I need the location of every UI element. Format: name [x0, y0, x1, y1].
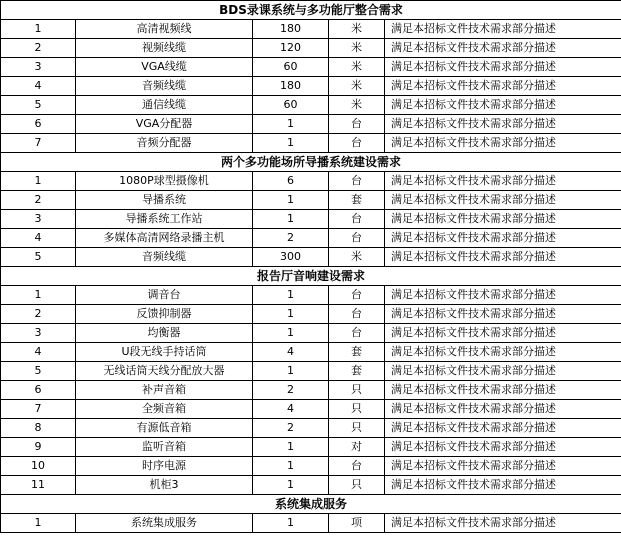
item-name-cell: 音频分配器: [76, 134, 253, 153]
item-number-cell: 3: [1, 210, 76, 229]
item-number-cell: 5: [1, 362, 76, 381]
item-unit-cell: 只: [329, 400, 385, 419]
item-unit-cell: 只: [329, 381, 385, 400]
table-row: [1, 39, 621, 58]
item-quantity-cell: 60: [253, 96, 329, 115]
item-description-cell: 满足本招标文件技术需求部分描述: [385, 343, 621, 362]
table-row: [1, 248, 621, 267]
table-row: [1, 514, 621, 533]
item-unit-cell: 对: [329, 438, 385, 457]
item-description-cell: 满足本招标文件技术需求部分描述: [385, 286, 621, 305]
item-description-cell: 满足本招标文件技术需求部分描述: [385, 39, 621, 58]
item-description-cell: 满足本招标文件技术需求部分描述: [385, 457, 621, 476]
table-row: [1, 96, 621, 115]
item-number-cell: 5: [1, 248, 76, 267]
item-unit-cell: 只: [329, 476, 385, 495]
item-name-cell: 时序电源: [76, 457, 253, 476]
section-header-row: [1, 495, 621, 514]
item-description-cell: 满足本招标文件技术需求部分描述: [385, 514, 621, 533]
item-number-cell: 1: [1, 514, 76, 533]
item-description-cell: 满足本招标文件技术需求部分描述: [385, 419, 621, 438]
item-unit-cell: 套: [329, 191, 385, 210]
item-name-cell: 机柜3: [76, 476, 253, 495]
item-unit-cell: 台: [329, 134, 385, 153]
item-number-cell: 9: [1, 438, 76, 457]
item-description-cell: 满足本招标文件技术需求部分描述: [385, 305, 621, 324]
item-unit-cell: 套: [329, 362, 385, 381]
item-description-cell: 满足本招标文件技术需求部分描述: [385, 324, 621, 343]
item-quantity-cell: 1: [253, 457, 329, 476]
item-name-cell: 音频线缆: [76, 248, 253, 267]
item-number-cell: 1: [1, 286, 76, 305]
item-quantity-cell: 4: [253, 400, 329, 419]
item-number-cell: 10: [1, 457, 76, 476]
item-number-cell: 4: [1, 343, 76, 362]
item-name-cell: 高清视频线: [76, 20, 253, 39]
item-number-cell: 5: [1, 96, 76, 115]
item-description-cell: 满足本招标文件技术需求部分描述: [385, 248, 621, 267]
item-name-cell: 通信线缆: [76, 96, 253, 115]
section-title: BDS录课系统与多功能厅整合需求: [1, 1, 621, 20]
item-quantity-cell: 1: [253, 115, 329, 134]
table-row: [1, 229, 621, 248]
item-quantity-cell: 1: [253, 191, 329, 210]
item-description-cell: 满足本招标文件技术需求部分描述: [385, 96, 621, 115]
item-quantity-cell: 1: [253, 438, 329, 457]
item-unit-cell: 只: [329, 419, 385, 438]
item-number-cell: 3: [1, 324, 76, 343]
item-unit-cell: 米: [329, 248, 385, 267]
table-row: [1, 324, 621, 343]
table-row: [1, 191, 621, 210]
item-quantity-cell: 120: [253, 39, 329, 58]
section-header-row: [1, 1, 621, 20]
item-number-cell: 3: [1, 58, 76, 77]
item-quantity-cell: 1: [253, 362, 329, 381]
item-unit-cell: 米: [329, 39, 385, 58]
item-quantity-cell: 1: [253, 210, 329, 229]
item-name-cell: 均衡器: [76, 324, 253, 343]
item-number-cell: 11: [1, 476, 76, 495]
item-unit-cell: 套: [329, 343, 385, 362]
item-number-cell: 7: [1, 400, 76, 419]
table-row: [1, 134, 621, 153]
section-title: 两个多功能场所导播系统建设需求: [1, 153, 621, 172]
item-name-cell: 导播系统工作站: [76, 210, 253, 229]
item-number-cell: 8: [1, 419, 76, 438]
item-unit-cell: 米: [329, 20, 385, 39]
item-number-cell: 1: [1, 20, 76, 39]
item-unit-cell: 台: [329, 172, 385, 191]
requirements-table-body: [1, 1, 621, 533]
item-number-cell: 2: [1, 305, 76, 324]
item-description-cell: 满足本招标文件技术需求部分描述: [385, 191, 621, 210]
item-number-cell: 4: [1, 77, 76, 96]
item-quantity-cell: 1: [253, 476, 329, 495]
table-row: [1, 400, 621, 419]
item-unit-cell: 台: [329, 286, 385, 305]
item-name-cell: 反馈抑制器: [76, 305, 253, 324]
table-row: [1, 20, 621, 39]
item-quantity-cell: 1: [253, 514, 329, 533]
item-unit-cell: 台: [329, 210, 385, 229]
item-quantity-cell: 1: [253, 134, 329, 153]
item-description-cell: 满足本招标文件技术需求部分描述: [385, 438, 621, 457]
item-quantity-cell: 1: [253, 324, 329, 343]
section-title: 报告厅音响建设需求: [1, 267, 621, 286]
item-name-cell: 有源低音箱: [76, 419, 253, 438]
item-quantity-cell: 1: [253, 305, 329, 324]
table-row: [1, 343, 621, 362]
section-header-row: [1, 267, 621, 286]
item-name-cell: 监听音箱: [76, 438, 253, 457]
item-unit-cell: 项: [329, 514, 385, 533]
section-title: 系统集成服务: [1, 495, 621, 514]
item-name-cell: 视频线缆: [76, 39, 253, 58]
table-row: [1, 438, 621, 457]
section-header-row: [1, 153, 621, 172]
item-quantity-cell: 300: [253, 248, 329, 267]
item-unit-cell: 米: [329, 77, 385, 96]
item-name-cell: 补声音箱: [76, 381, 253, 400]
item-unit-cell: 台: [329, 305, 385, 324]
item-description-cell: 满足本招标文件技术需求部分描述: [385, 172, 621, 191]
item-quantity-cell: 2: [253, 419, 329, 438]
item-name-cell: 全频音箱: [76, 400, 253, 419]
item-quantity-cell: 180: [253, 20, 329, 39]
item-number-cell: 4: [1, 229, 76, 248]
item-description-cell: 满足本招标文件技术需求部分描述: [385, 229, 621, 248]
item-description-cell: 满足本招标文件技术需求部分描述: [385, 362, 621, 381]
item-quantity-cell: 4: [253, 343, 329, 362]
item-quantity-cell: 180: [253, 77, 329, 96]
table-row: [1, 77, 621, 96]
item-quantity-cell: 2: [253, 381, 329, 400]
item-unit-cell: 台: [329, 324, 385, 343]
item-name-cell: 调音台: [76, 286, 253, 305]
item-unit-cell: 米: [329, 96, 385, 115]
item-description-cell: 满足本招标文件技术需求部分描述: [385, 115, 621, 134]
item-quantity-cell: 60: [253, 58, 329, 77]
table-row: [1, 115, 621, 134]
table-row: [1, 286, 621, 305]
item-number-cell: 7: [1, 134, 76, 153]
item-description-cell: 满足本招标文件技术需求部分描述: [385, 58, 621, 77]
table-row: [1, 305, 621, 324]
item-name-cell: 系统集成服务: [76, 514, 253, 533]
item-description-cell: 满足本招标文件技术需求部分描述: [385, 476, 621, 495]
item-name-cell: VGA分配器: [76, 115, 253, 134]
item-quantity-cell: 1: [253, 286, 329, 305]
table-row: [1, 476, 621, 495]
item-number-cell: 6: [1, 115, 76, 134]
item-description-cell: 满足本招标文件技术需求部分描述: [385, 20, 621, 39]
item-quantity-cell: 6: [253, 172, 329, 191]
item-number-cell: 2: [1, 191, 76, 210]
item-description-cell: 满足本招标文件技术需求部分描述: [385, 381, 621, 400]
item-quantity-cell: 2: [253, 229, 329, 248]
item-number-cell: 6: [1, 381, 76, 400]
item-unit-cell: 台: [329, 457, 385, 476]
table-row: [1, 172, 621, 191]
table-row: [1, 58, 621, 77]
item-description-cell: 满足本招标文件技术需求部分描述: [385, 134, 621, 153]
table-row: [1, 381, 621, 400]
item-name-cell: 无线话筒天线分配放大器: [76, 362, 253, 381]
item-description-cell: 满足本招标文件技术需求部分描述: [385, 77, 621, 96]
item-number-cell: 1: [1, 172, 76, 191]
item-unit-cell: 台: [329, 229, 385, 248]
item-name-cell: 导播系统: [76, 191, 253, 210]
item-unit-cell: 台: [329, 115, 385, 134]
item-name-cell: U段无线手持话筒: [76, 343, 253, 362]
item-name-cell: 多媒体高清网络录播主机: [76, 229, 253, 248]
table-row: [1, 362, 621, 381]
item-name-cell: 音频线缆: [76, 77, 253, 96]
table-row: [1, 210, 621, 229]
table-row: [1, 419, 621, 438]
item-name-cell: VGA线缆: [76, 58, 253, 77]
table-row: [1, 457, 621, 476]
item-name-cell: 1080P球型摄像机: [76, 172, 253, 191]
item-number-cell: 2: [1, 39, 76, 58]
item-unit-cell: 米: [329, 58, 385, 77]
item-description-cell: 满足本招标文件技术需求部分描述: [385, 400, 621, 419]
item-description-cell: 满足本招标文件技术需求部分描述: [385, 210, 621, 229]
